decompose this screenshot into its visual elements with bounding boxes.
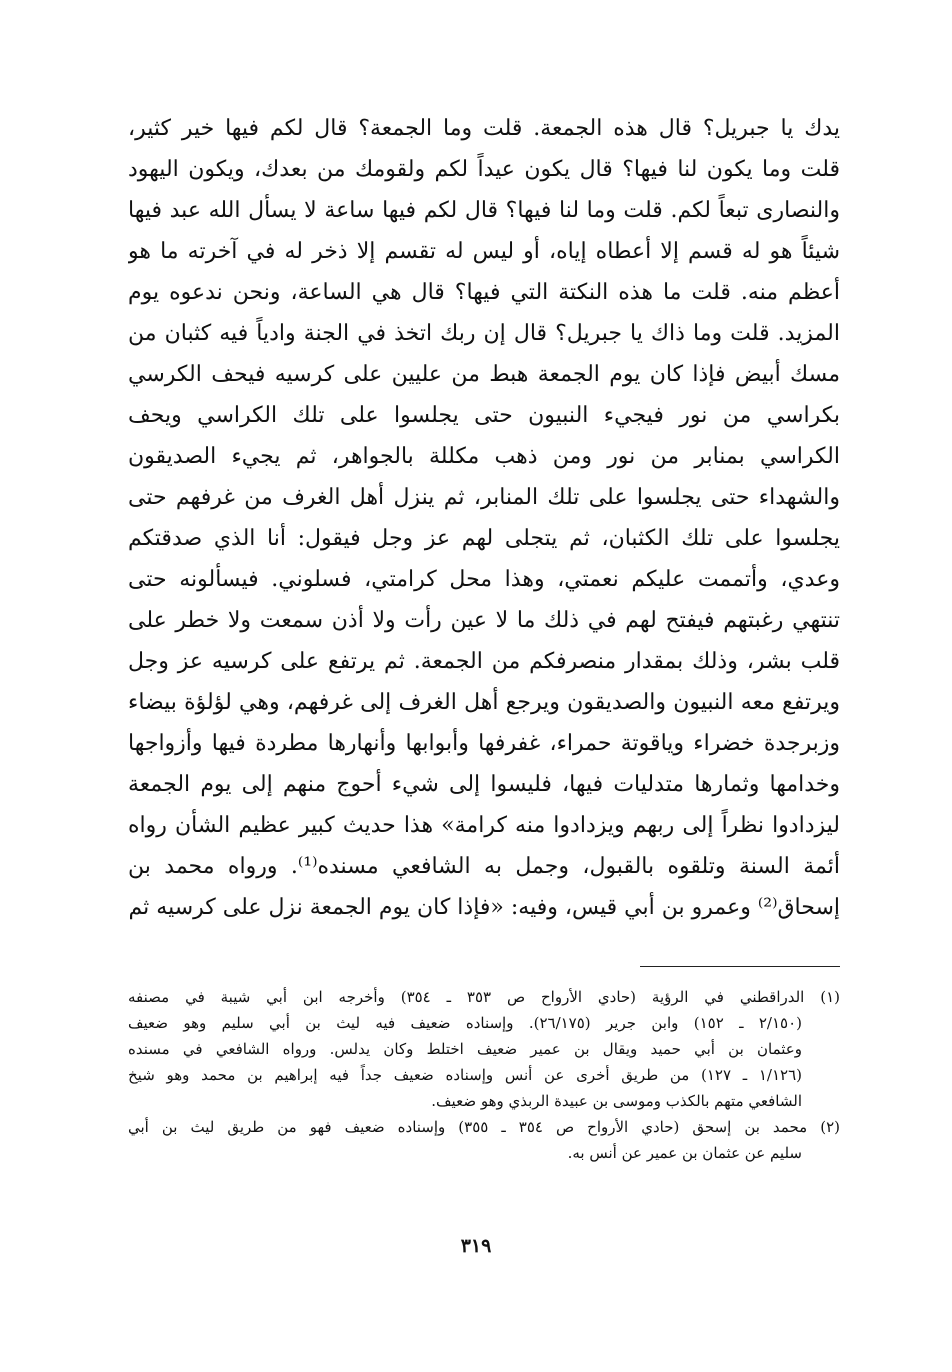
body-line: تنتهي رغبتهم فيفتح لهم في ذلك ما لا عين رأت ولا أذن سمعت ولا خطر على [128,608,840,633]
body-line: بكراسي من نور فيجيء النبيون حتى يجلسوا على تلك الكراسي ويحف [128,403,840,428]
body-line: قلب بشر، وذلك بمقدار منصرفكم من الجمعة. ثم يرتفع على كرسيه عز وجل [128,649,840,674]
body-line: يدك يا جبريل؟ قال هذه الجمعة. قلت وما الجمعة؟ قال لكم فيها خير كثير، [128,116,840,141]
body-line: يجلسوا على تلك الكثبان، ثم يتجلى لهم عز وجل فيقول: أنا الذي صدقتكم [128,526,840,551]
body-line: قلت وما يكون لنا فيها؟ قال يكون عيداً لكم ولقومك من بعدك، ويكون اليهود [128,157,840,182]
body-line: والشهداء حتى يجلسوا على تلك المنابر، ثم ينزل أهل الغرف من غرفهم حتى [128,485,840,510]
body-line: ليزدادوا نظراً إلى ربهم ويزدادوا منه كرامة» هذا حديث كبير عظيم الشأن رواه [128,813,840,838]
footnote-line: (٢/١٥٠ ـ ١٥٢) وابن جرير (٢٦/١٧٥). وإسناده ضعيف فيه ليث بن أبي سليم وهو ضعيف [128,1014,802,1032]
body-line: والنصارى تبعاً لكم. قلت وما لنا فيها؟ قال لكم فيها ساعة لا يسأل الله عبد فيها [128,198,840,223]
body-line: المزيد. قلت وما ذاك يا جبريل؟ قال إن ربك اتخذ في الجنة وادياً فيه كثبان من [128,321,840,346]
body-line: وزبرجدة خضراء وياقوتة حمراء، غفرفها وأبوابها وأنهارها مطردة فيها وأزواجها [128,731,840,756]
footnote-line: الشافعي متهم بالكذب وموسى بن عبيدة الربذي وهو ضعيف. [431,1092,802,1110]
body-line: أعظم منه. قلت ما هذه النكتة التي فيها؟ قال هي الساعة، ونحن ندعوه يوم [128,280,840,305]
footnote-line: (١/١٢٦ ـ ١٢٧) من طريق أخرى عن أنس وإسناده ضعيف جداً فيه إبراهيم بن محمد وهو شيخ [128,1066,803,1084]
footnotes [128,984,840,1166]
body-line: أئمة السنة وتلقوه بالقبول، وجمل به الشافعي مسنده⁽¹⁾. ورواه محمد بن [128,854,840,879]
footnote-separator [640,966,840,967]
page-number: ٣١٩ [460,1235,492,1257]
main-body-text [128,108,840,928]
footnote-line: سليم عن عثمان بن عمير عن أنس به. [567,1144,802,1162]
body-line: الكراسي بمنابر من نور ومن ذهب مكللة بالجواهر، ثم يجيء الصديقون [128,444,840,469]
body-line: وعدي، وأتممت عليكم نعمتي، وهذا محل كرامتي، فسلوني. فيسألونه حتى [128,567,840,592]
body-line: وخدامها وثمارها متدليات فيها، فليسوا إلى شيء أحوج منهم إلى يوم الجمعة [128,772,840,797]
footnote-line: (١) الدراقطني في الرؤية (حادي الأرواح ص ٣٥٣ ـ ٣٥٤) وأخرجه ابن أبي شيبة في مصنفه [128,988,840,1006]
body-line: مسك أبيض فإذا كان يوم الجمعة هبط من عليين على كرسيه فيحف الكرسي [128,362,840,387]
body-line: شيئاً هو له قسم إلا أعطاه إياه، أو ليس له تقسم إلا ذخر له في آخرته ما هو [128,239,840,264]
footnote-line: (٢) محمد بن إسحق (حادي الأرواح ص ٣٥٤ ـ ٣٥٥) وإسناده ضعيف فهو من طريق ليث بن أبي [128,1118,840,1136]
footnote-line: وعثمان بن أبي حميد ويقال بن عمير ضعيف اختلط وكان يدلس. ورواه الشافعي في مسنده [128,1040,802,1058]
body-line: إسحاق⁽²⁾ وعمرو بن أبي قيس، وفيه: «فإذا كان يوم الجمعة نزل على كرسيه ثم [128,895,840,920]
body-line: ويرتفع معه النبيون والصديقون ويرجع أهل الغرف إلى غرفهم، وهي لؤلؤة بيضاء [128,690,840,715]
